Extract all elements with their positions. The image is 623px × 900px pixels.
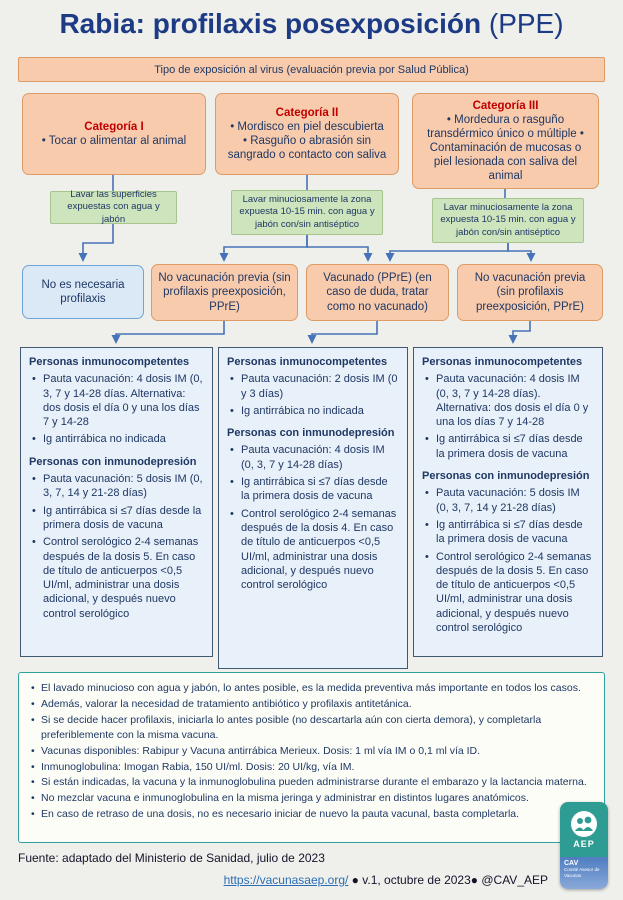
column-heading: Personas con inmunodepresión [227,427,395,440]
protocol-column-left [20,347,213,657]
category-1-box [22,93,206,175]
note-item: • El lavado minucioso con agua y jabón, lo antes posible, es la medida preventiva más importante en todos los casos. [41,681,594,696]
column-heading: Personas con inmunodepresión [422,470,590,483]
aep-cav-badge [560,802,608,889]
column-heading: Personas inmunocompetentes [227,356,388,368]
exposure-type-banner: Tipo de exposición al virus (evaluación previa por Salud Pública) [18,57,605,82]
cav-label: CAV [564,860,579,867]
bullet-item: • Ig antirrábica si ≤7 días desde la primera dosis de vacuna [436,432,594,461]
protocol-column-right [413,347,603,657]
cav-sublabel: Comité Asesor de Vacunas [564,867,600,878]
bullet-item: • Pauta vacunación: 4 dosis IM (0, 3, 7 y 14-28 días) [241,443,399,472]
bullet-list [29,472,204,621]
wash-instruction-1-box: Lavar las superficies expuestas con agua y jabón [50,191,177,224]
category-1-title: Categoría I [84,120,144,133]
category-2-title: Categoría II [275,106,339,119]
footer-link-line [0,873,548,887]
bullet-item: • Ig antirrábica si ≤7 días desde la primera dosis de vacuna [43,504,204,533]
category-3-box [412,93,599,189]
page-title-suffix: (PPE) [481,8,564,39]
page-title-main: Rabia: profilaxis posexposición [59,8,482,39]
aep-label: AEP [573,839,595,849]
note-item: • Vacunas disponibles: Rabipur y Vacuna antirrábica Merieux. Dosis: 1 ml vía IM o 0,1 ml vía ID. [41,744,594,759]
version-text: ● v.1, octubre de 2023● @CAV_AEP [348,873,548,887]
column-heading: Personas inmunocompetentes [29,356,190,368]
bullet-item: • Pauta vacunación: 2 dosis IM (0 y 3 días) [241,372,399,401]
bullet-item: • Ig antirrábica si ≤7 días desde la primera dosis de vacuna [241,475,399,504]
no-prophylaxis-box: No es necesaria profilaxis [22,265,144,319]
category-3-title: Categoría III [472,99,539,112]
bullet-item: • Pauta vacunación: 4 dosis IM (0, 3, 7 y 14-28 días. Alternativa: dos dosis el día 0 y una los días 7 y 14-28 [43,372,204,429]
wash-instruction-3-box: Lavar minuciosamente la zona expuesta 10-15 min. con agua y jabón con/sin antiséptico [432,198,584,243]
bullet-list [422,486,594,635]
category-2-text-2: • Rasguño o abrasión sin sangrado o contacto con saliva [227,135,387,162]
bullet-list [29,372,204,446]
bullet-list [422,372,594,461]
no-previous-vaccination-left-box: No vacunación previa (sin profilaxis preexposición, PPrE) [151,264,298,321]
bullet-item: • Pauta vacunación: 5 dosis IM (0, 3, 7, 14 y 21-28 días) [436,486,594,515]
bullet-item: • Control serológico 2-4 semanas después de la dosis 5. En caso de título de anticuerpos <0,5 UI/ml, administrar una dosis adicional, y después nuevo control serológico [43,535,204,621]
column-heading: Personas con inmunodepresión [29,455,197,468]
category-2-text-1: • Mordisco en piel descubierta [230,120,384,133]
note-item: • No mezclar vacuna e inmunoglobulina en la misma jeringa y administrar en distintos lugares anatómicos. [41,791,594,806]
vacunasaep-link[interactable]: https://vacunasaep.org/ [223,873,349,887]
note-item: • Además, valorar la necesidad de tratamiento antibiótico y profilaxis antitetánica. [41,697,594,712]
aep-pediatria-icon [570,810,598,838]
vaccinated-box: Vacunado (PPrE) (en caso de duda, tratar como no vacunado) [306,264,449,321]
bullet-item: • Control serológico 2-4 semanas después de la dosis 4. En caso de título de anticuerpos <0,5 UI/ml, administrar una dosis adicional, y después nuevo control serológico [241,507,399,593]
no-previous-vaccination-right-box: No vacunación previa (sin profilaxis preexposición, PPrE) [457,264,603,321]
page-title [0,8,623,40]
bullet-list [227,443,399,592]
bullet-item: • Pauta vacunación: 5 dosis IM (0, 3, 7, 14 y 21-28 días) [43,472,204,501]
category-3-text: • Mordedura o rasguño transdérmico único o múltiple • Contaminación de mucosas o piel lesionada con saliva del animal [427,113,584,183]
note-item: • Si se decide hacer profilaxis, iniciarla lo antes posible (no descartarla aún con cierta demora), y completarla preferiblemente con la misma vacuna. [41,713,594,743]
notes-list [29,681,594,822]
column-heading: Personas inmunocompetentes [422,356,583,368]
bullet-item: • Ig antirrábica si ≤7 días desde la primera dosis de vacuna [436,518,594,547]
wash-instruction-2-box: Lavar minuciosamente la zona expuesta 10-15 min. con agua y jabón con/sin antiséptico [231,190,383,235]
protocol-column-middle [218,347,408,669]
bullet-item: • Ig antirrábica no indicada [43,432,204,446]
category-1-text: • Tocar o alimentar al animal [41,135,187,147]
bullet-item: • Pauta vacunación: 4 dosis IM (0, 3, 7 y 14-28 días). Alternativa: dos dosis el día 0 y una los días 7 y 14-28 [436,372,594,429]
note-item: • En caso de retraso de una dosis, no es necesario iniciar de nuevo la pauta vacunal, basta completarla. [41,807,594,822]
note-item: • Si están indicadas, la vacuna y la inmunoglobulina pueden administrarse durante el embarazo y la lactancia materna. [41,775,594,790]
bullet-item: • Control serológico 2-4 semanas después de la dosis 5. En caso de título de anticuerpos <0,5 UI/ml, administrar una dosis adicional, y después nuevo control serológico [436,550,594,636]
aep-logo [560,802,608,857]
bullet-item: • Ig antirrábica no indicada [241,404,399,418]
source-attribution: Fuente: adaptado del Ministerio de Sanidad, julio de 2023 [18,851,325,865]
note-item: • Inmunoglobulina: Imogan Rabia, 150 UI/ml. Dosis: 20 UI/kg, vía IM. [41,760,594,775]
bullet-list [227,372,399,418]
cav-label-block [560,857,608,889]
category-2-box [215,93,399,175]
general-notes-box [18,672,605,843]
